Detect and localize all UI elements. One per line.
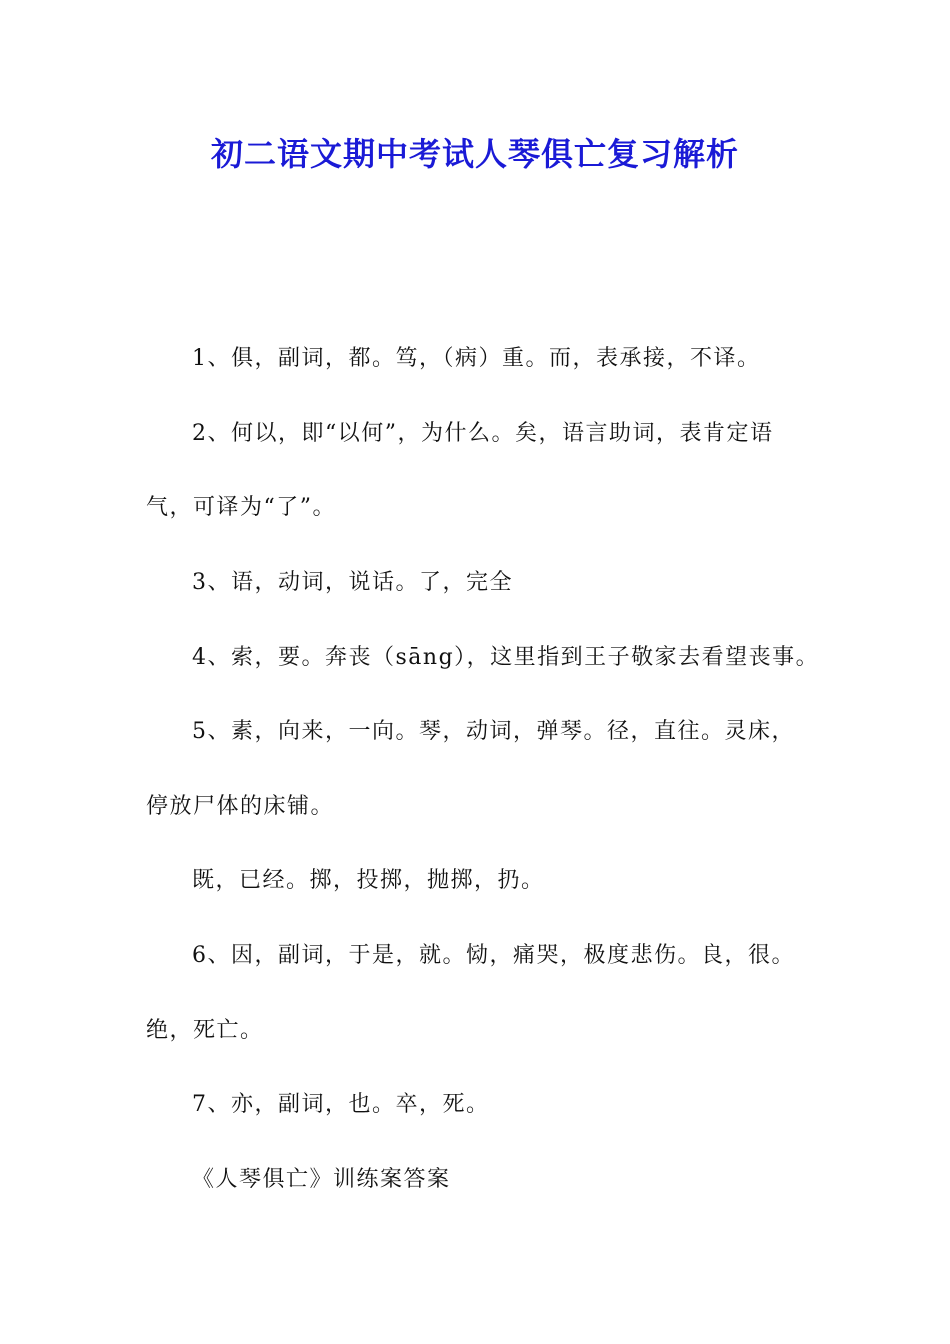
paragraph-line-1: 1、俱，副词，都。笃，（病）重。而，表承接，不译。 [192,346,761,371]
paragraph-line-10: 绝，死亡。 [146,1018,264,1043]
paragraph-line-8: 既，已经。掷，投掷，抛掷，扔。 [192,868,545,893]
paragraph-line-7: 停放尸体的床铺。 [146,794,335,819]
paragraph-line-5: 4、索，要。奔丧（sāng），这里指到王子敬家去看望丧事。 [192,645,820,670]
paragraph-line-2: 2、何以，即“以何”，为什么。矣，语言助词，表肯定语 [192,421,774,446]
paragraph-line-4: 3、语，动词，说话。了，完全 [192,570,513,595]
paragraph-line-9: 6、因，副词，于是，就。恸，痛哭，极度悲伤。良，很。 [192,943,795,968]
section-heading: 《人琴俱亡》训练案答案 [192,1167,451,1192]
paragraph-line-6: 5、素，向来，一向。琴，动词，弹琴。径，直往。灵床， [192,719,795,744]
paragraph-line-11: 7、亦，副词，也。卒，死。 [192,1092,490,1117]
document-title: 初二语文期中考试人琴俱亡复习解析 [210,135,739,173]
paragraph-line-3: 气，可译为“了”。 [146,495,336,520]
